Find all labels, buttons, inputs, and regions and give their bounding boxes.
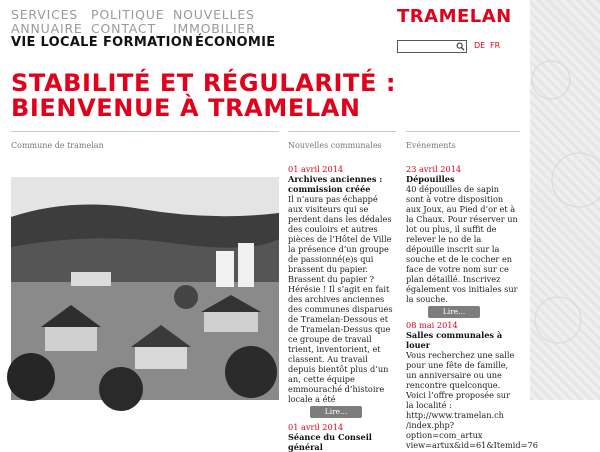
- nav-item-services[interactable]: SERVICES: [11, 7, 79, 22]
- news-column-title: Nouvelles communales: [288, 141, 382, 150]
- main-navigation: [11, 8, 295, 50]
- event-date: 08 mai 2014: [406, 320, 458, 330]
- news-title-link[interactable]: Séance du Conseil général: [288, 432, 372, 452]
- decorative-ornament-panel: [530, 0, 600, 400]
- news-item: [288, 164, 394, 418]
- news-date: 01 avril 2014: [288, 422, 344, 432]
- news-date: 01 avril 2014: [288, 164, 344, 174]
- search-box[interactable]: [397, 40, 467, 53]
- commune-column-title: Commune de tramelan: [11, 141, 104, 150]
- event-body: Vous recherchez une salle pour une fête de famille, un anniversaire ou une rencontre quelconque. Voici l’offre proposée sur la localité : http://www.tramelan.ch /index.php?option=com_artux view=artux&id=61&Itemid=76: [406, 350, 538, 450]
- divider-events: [406, 131, 520, 132]
- divider-news: [288, 131, 396, 132]
- nav-item-economie[interactable]: ÉCONOMIE: [195, 35, 276, 50]
- event-read-more-button[interactable]: Lire...: [428, 306, 480, 318]
- news-title-link[interactable]: Archives anciennes : commission créée: [288, 174, 383, 194]
- town-photo-illustration: [11, 177, 279, 400]
- event-item: [406, 320, 538, 450]
- page-title: STABILITÉ ET RÉGULARITÉ : BIENVENUE À TRAMELAN: [11, 69, 397, 122]
- nav-row-2: [11, 22, 295, 36]
- event-item: [406, 164, 519, 318]
- news-read-more-button[interactable]: Lire...: [310, 406, 362, 418]
- news-body: Il n’aura pas échappé aux visiteurs qui se perdent dans les dédales des couloirs et autres pièces de l’Hôtel de Ville la présence d’un groupe de passionné(e)s qui brassent du papier. Brassent du papier ? Hérésie ! Il s’agit en fait des archives anciennes des communes disparues de Tramelan-Dessous et de Tramelan-Dessus que ce groupe de travail trient, inventorient, et classent. Au travail depuis bientôt plus d’un an, cette équipe emmouraché d’histoire locale a été: [288, 194, 393, 404]
- events-column-title: Evénements: [406, 141, 456, 150]
- lang-de-link[interactable]: DE: [474, 41, 486, 50]
- event-date: 23 avril 2014: [406, 164, 462, 174]
- news-item: [288, 422, 394, 452]
- nav-item-contact[interactable]: CONTACT: [91, 21, 156, 36]
- nav-row-1: [11, 8, 295, 22]
- nav-item-immobilier[interactable]: IMMOBILIER: [173, 21, 256, 36]
- nav-item-vie-locale[interactable]: VIE LOCALE: [11, 35, 98, 50]
- search-icon[interactable]: [456, 42, 465, 51]
- nav-item-formation[interactable]: FORMATION: [103, 35, 194, 50]
- nav-item-annuaire[interactable]: ANNUAIRE: [11, 21, 83, 36]
- event-title-link[interactable]: Dépouilles: [406, 174, 455, 184]
- site-logo[interactable]: TRAMELAN: [397, 6, 512, 27]
- search-input[interactable]: [398, 49, 454, 60]
- events-column: [406, 164, 538, 450]
- lang-fr-link[interactable]: FR: [490, 41, 501, 50]
- town-photo: [11, 177, 279, 400]
- nav-item-politique[interactable]: POLITIQUE: [91, 7, 165, 22]
- nav-item-nouvelles[interactable]: NOUVELLES: [173, 7, 255, 22]
- event-title-link[interactable]: Salles communales à louer: [406, 330, 503, 350]
- nav-row-3: [11, 36, 295, 50]
- event-body: 40 dépouilles de sapin sont à votre disposition aux Joux, au Pied d’or et à la Chaux. Pour réserver un lot ou plus, il suffit de relever le no de la dépouille inscrit sur la souche et de le cocher en face de votre nom sur ce plan détaillé. Inscrivez également vos initiales sur la souche.: [406, 184, 518, 304]
- news-column: [288, 164, 394, 452]
- divider-commune: [11, 131, 279, 132]
